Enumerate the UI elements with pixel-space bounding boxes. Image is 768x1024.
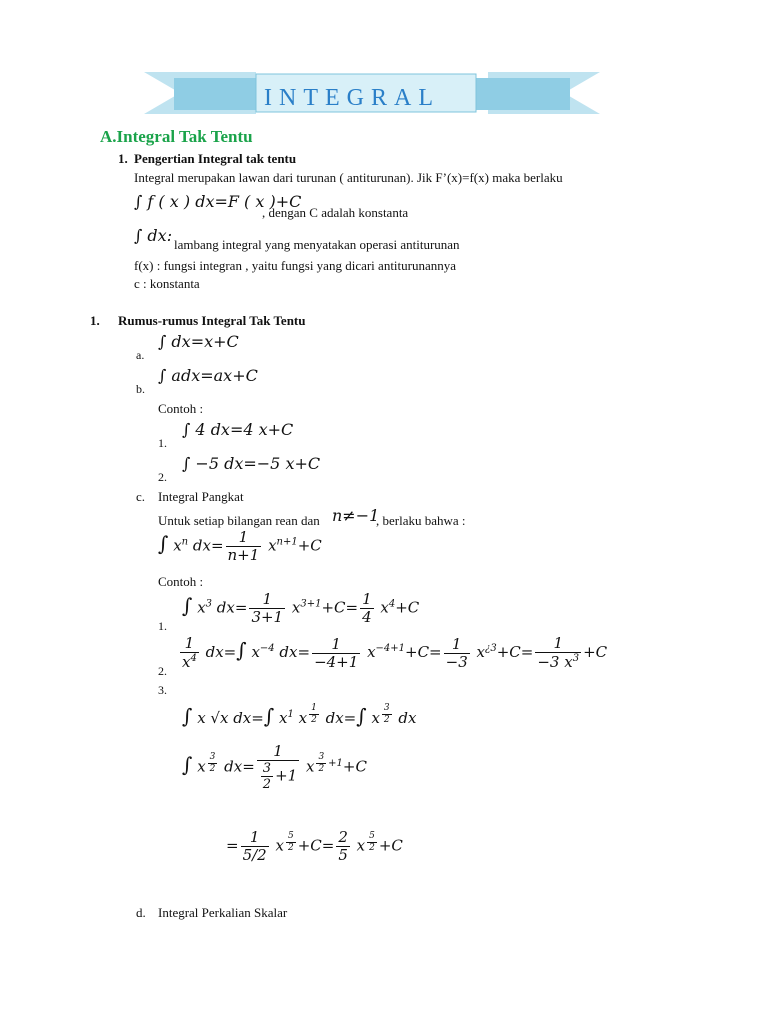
contoh-label-1: Contoh :: [158, 401, 204, 416]
rules-heading-number: 1.: [90, 313, 100, 328]
contoh-2-number: 2.: [158, 470, 167, 484]
contoh-label-2: Contoh :: [158, 574, 204, 589]
power-example-3-line-1: ∫ x √x dx=∫ $x^1$ x $^{\frac{1}{2}}$ dx=∫ x $^{\frac{3}{2}}$ dx: [182, 703, 417, 728]
rule-c-title: Integral Pangkat: [158, 489, 244, 504]
power-example-1-formula: ∫ $x^3$ dx= $\frac{1}{3+1}$ $x^{3+1}+C=$ $\frac{1}{4}$ $x^4+C$: [182, 590, 420, 626]
rule-d-title: Integral Perkalian Skalar: [158, 905, 288, 920]
power-example-3-line-3: = $\frac{1}{5/2}$ x $^{\frac{5}{2}}$ +C= $\frac{2}{5}$ x $^{\frac{5}{2}}$ +C: [226, 828, 403, 864]
rules-heading: Rumus-rumus Integral Tak Tentu: [118, 313, 306, 328]
power-example-3-line-2: ∫ x $^{\frac{3}{2}}$ dx= 1 $\frac{3}{2}$ +1 x $^{\frac{3}{2} +1}$+C: [182, 742, 367, 792]
rule-c-label: c.: [136, 489, 146, 504]
contoh-1-formula: ∫ 4 dx=4 x+C: [182, 420, 294, 439]
definition-heading-number: 1.: [118, 151, 128, 166]
power-example-3-number: 3.: [158, 683, 167, 697]
integral-symbol-note: lambang integral yang menyatakan operasi antiturunan: [174, 237, 460, 252]
constant-note: c : konstanta: [134, 276, 200, 291]
integrand-note: f(x) : fungsi integran , yaitu fungsi yang dicari antiturunannya: [134, 258, 457, 273]
rule-c-text-pre: Untuk setiap bilangan rean dan: [158, 513, 320, 528]
definition-intro: Integral merupakan lawan dari turunan ( antiturunan). Jik F’(x)=f(x) maka berlaku: [134, 170, 563, 185]
power-example-2-number: 2.: [158, 664, 167, 678]
contoh-2-formula: ∫ −5 dx=−5 x+C: [182, 454, 321, 473]
definition-heading: Pengertian Integral tak tentu: [134, 151, 297, 166]
rule-d-label: d.: [136, 905, 146, 920]
integral-symbol: ∫ dx:: [134, 226, 173, 245]
page-title: INTEGRAL: [264, 85, 440, 111]
rule-a-formula: ∫ dx=x+C: [158, 332, 239, 351]
definition-formula-note: , dengan C adalah konstanta: [262, 205, 409, 220]
rule-c-text-post: , berlaku bahwa :: [376, 513, 466, 528]
rule-b-formula: ∫ adx=ax+C: [158, 366, 258, 385]
power-example-2-formula: $\frac{1}{x^4}$ dx=∫ $x^{-4}$ dx= $\frac{1}{-4+1}$ $x^{-4+1}+C=$ $\frac{1}{-3}$ $x^{¿3}+C=$ $\frac{1}{-3 x^3}$ +C: [182, 634, 608, 671]
rule-c-condition: n≠−1: [332, 506, 380, 525]
power-example-1-number: 1.: [158, 619, 167, 633]
section-a-title: A.Integral Tak Tentu: [100, 127, 253, 146]
rule-a-label: a.: [136, 348, 145, 362]
rule-b-label: b.: [136, 382, 145, 396]
definition-formula: ∫ f ( x ) dx=F ( x )+C: [134, 192, 302, 211]
contoh-1-number: 1.: [158, 436, 167, 450]
power-rule-formula: ∫ $x^n$ dx= $\frac{1}{n+1}$ $x^{n+1}+C$: [158, 528, 322, 564]
